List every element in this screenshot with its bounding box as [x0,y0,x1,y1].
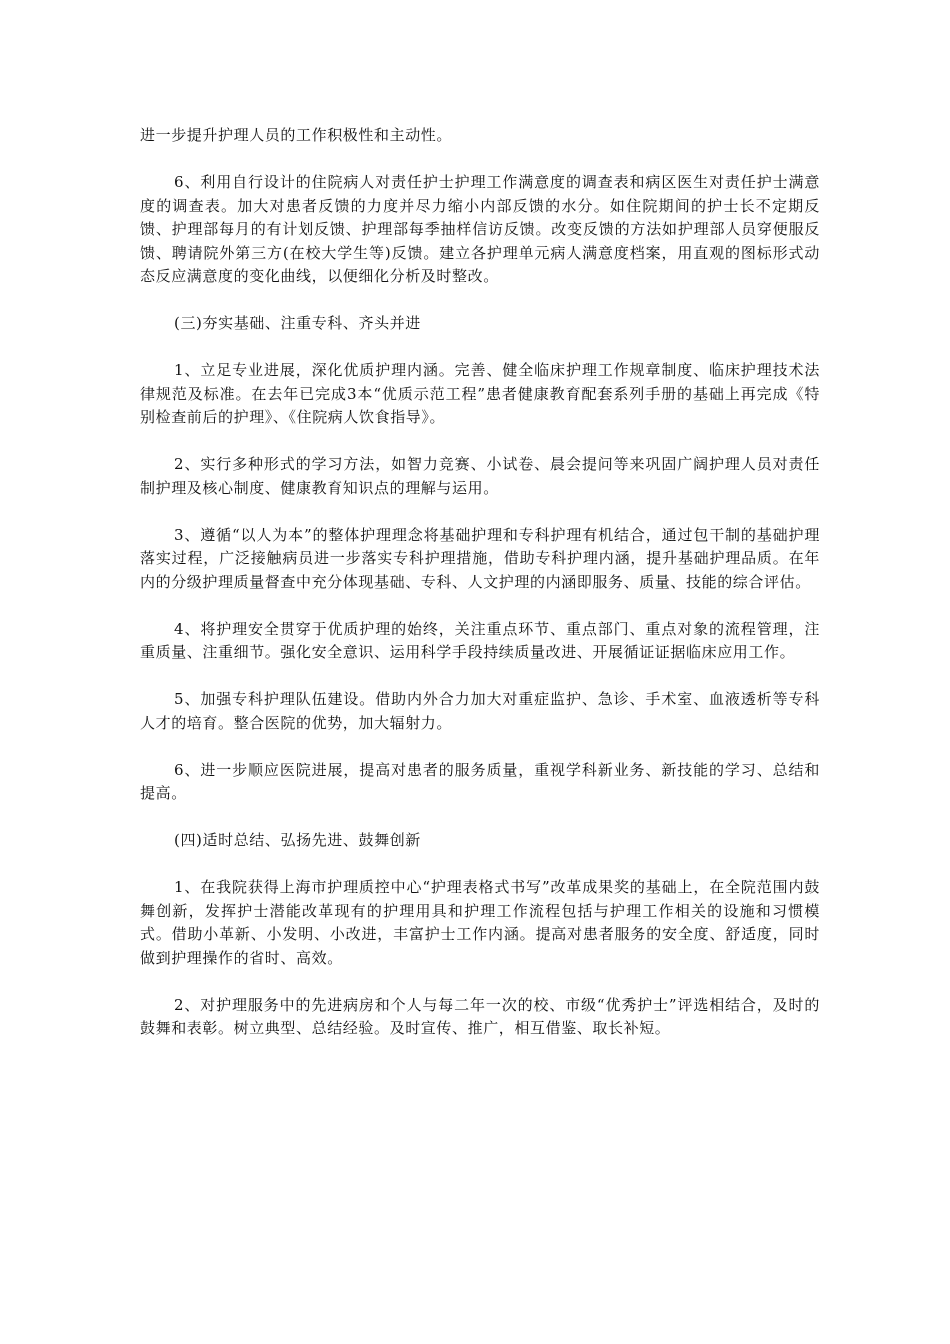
paragraph-item-1-professional: 1、立足专业进展，深化优质护理内涵。完善、健全临床护理工作规章制度、临床护理技术法律规范及标准。在去年已完成3本“优质示范工程”患者健康教育配套系列手册的基础上再完成《特别检查前后的护理》、《住院病人饮食指导》。 [140,361,820,426]
paragraph-item-5-specialty-team: 5、加强专科护理队伍建设。借助内外合力加大对重症监护、急诊、手术室、血液透析等专科人才的培育。整合医院的优势，加大辐射力。 [140,690,820,732]
document-body [140,124,820,1064]
paragraph-item-3-holistic-care: 3、遵循“以人为本”的整体护理理念将基础护理和专科护理有机结合，通过包干制的基础护理落实过程，广泛接触病员进一步落实专科护理措施，借助专科护理内涵，提升基础护理品质。在年内的分级护理质量督查中充分体现基础、专科、人文护理的内涵即服务、质量、技能的综合评估。 [140,525,820,591]
paragraph-item-6-feedback: 6、利用自行设计的住院病人对责任护士护理工作满意度的调查表和病区医生对责任护士满意度的调查表。加大对患者反馈的力度并尽力缩小内部反馈的水分。如住院期间的护士长不定期反馈、护理部每月的有计划反馈、护理部每季抽样信访反馈。改变反馈的方法如护理部人员穿便服反馈、聘请院外第三方(在校大学生等)反馈。建立各护理单元病人满意度档案，用直观的图标形式动态反应满意度的变化曲线，以便细化分析及时整改。 [140,173,820,285]
paragraph-item-2-learning: 2、实行多种形式的学习方法，如智力竞赛、小试卷、晨会提问等来巩固广阔护理人员对责任制护理及核心制度、健康教育知识点的理解与运用。 [140,455,820,497]
paragraph-continuation: 进一步提升护理人员的工作积极性和主动性。 [140,126,453,144]
paragraph-item-1-innovation: 1、在我院获得上海市护理质控中心“护理表格式书写”改革成果奖的基础上，在全院范围内鼓舞创新，发挥护士潜能改革现有的护理用具和护理工作流程包括与护理工作相关的设施和习惯模式。借助小革新、小发明、小改进，丰富护士工作内涵。提高对患者服务的安全度、舒适度，同时做到护理操作的省时、高效。 [140,878,820,967]
section-heading-4: (四)适时总结、弘扬先进、鼓舞创新 [174,831,421,849]
paragraph-item-4-safety: 4、将护理安全贯穿于优质护理的始终，关注重点环节、重点部门、重点对象的流程管理，注重质量、注重细节。强化安全意识、运用科学手段持续质量改进、开展循证证据临床应用工作。 [140,619,820,661]
paragraph-item-2-commendation: 2、对护理服务中的先进病房和个人与每二年一次的校、市级“优秀护士”评选相结合，及时的鼓舞和表彰。树立典型、总结经验。及时宣传、推广，相互借鉴、取长补短。 [140,995,820,1037]
section-heading-3: (三)夯实基础、注重专科、齐头并进 [174,314,421,332]
paragraph-item-6-quality: 6、进一步顺应医院进展，提高对患者的服务质量，重视学科新业务、新技能的学习、总结和提高。 [140,760,820,802]
